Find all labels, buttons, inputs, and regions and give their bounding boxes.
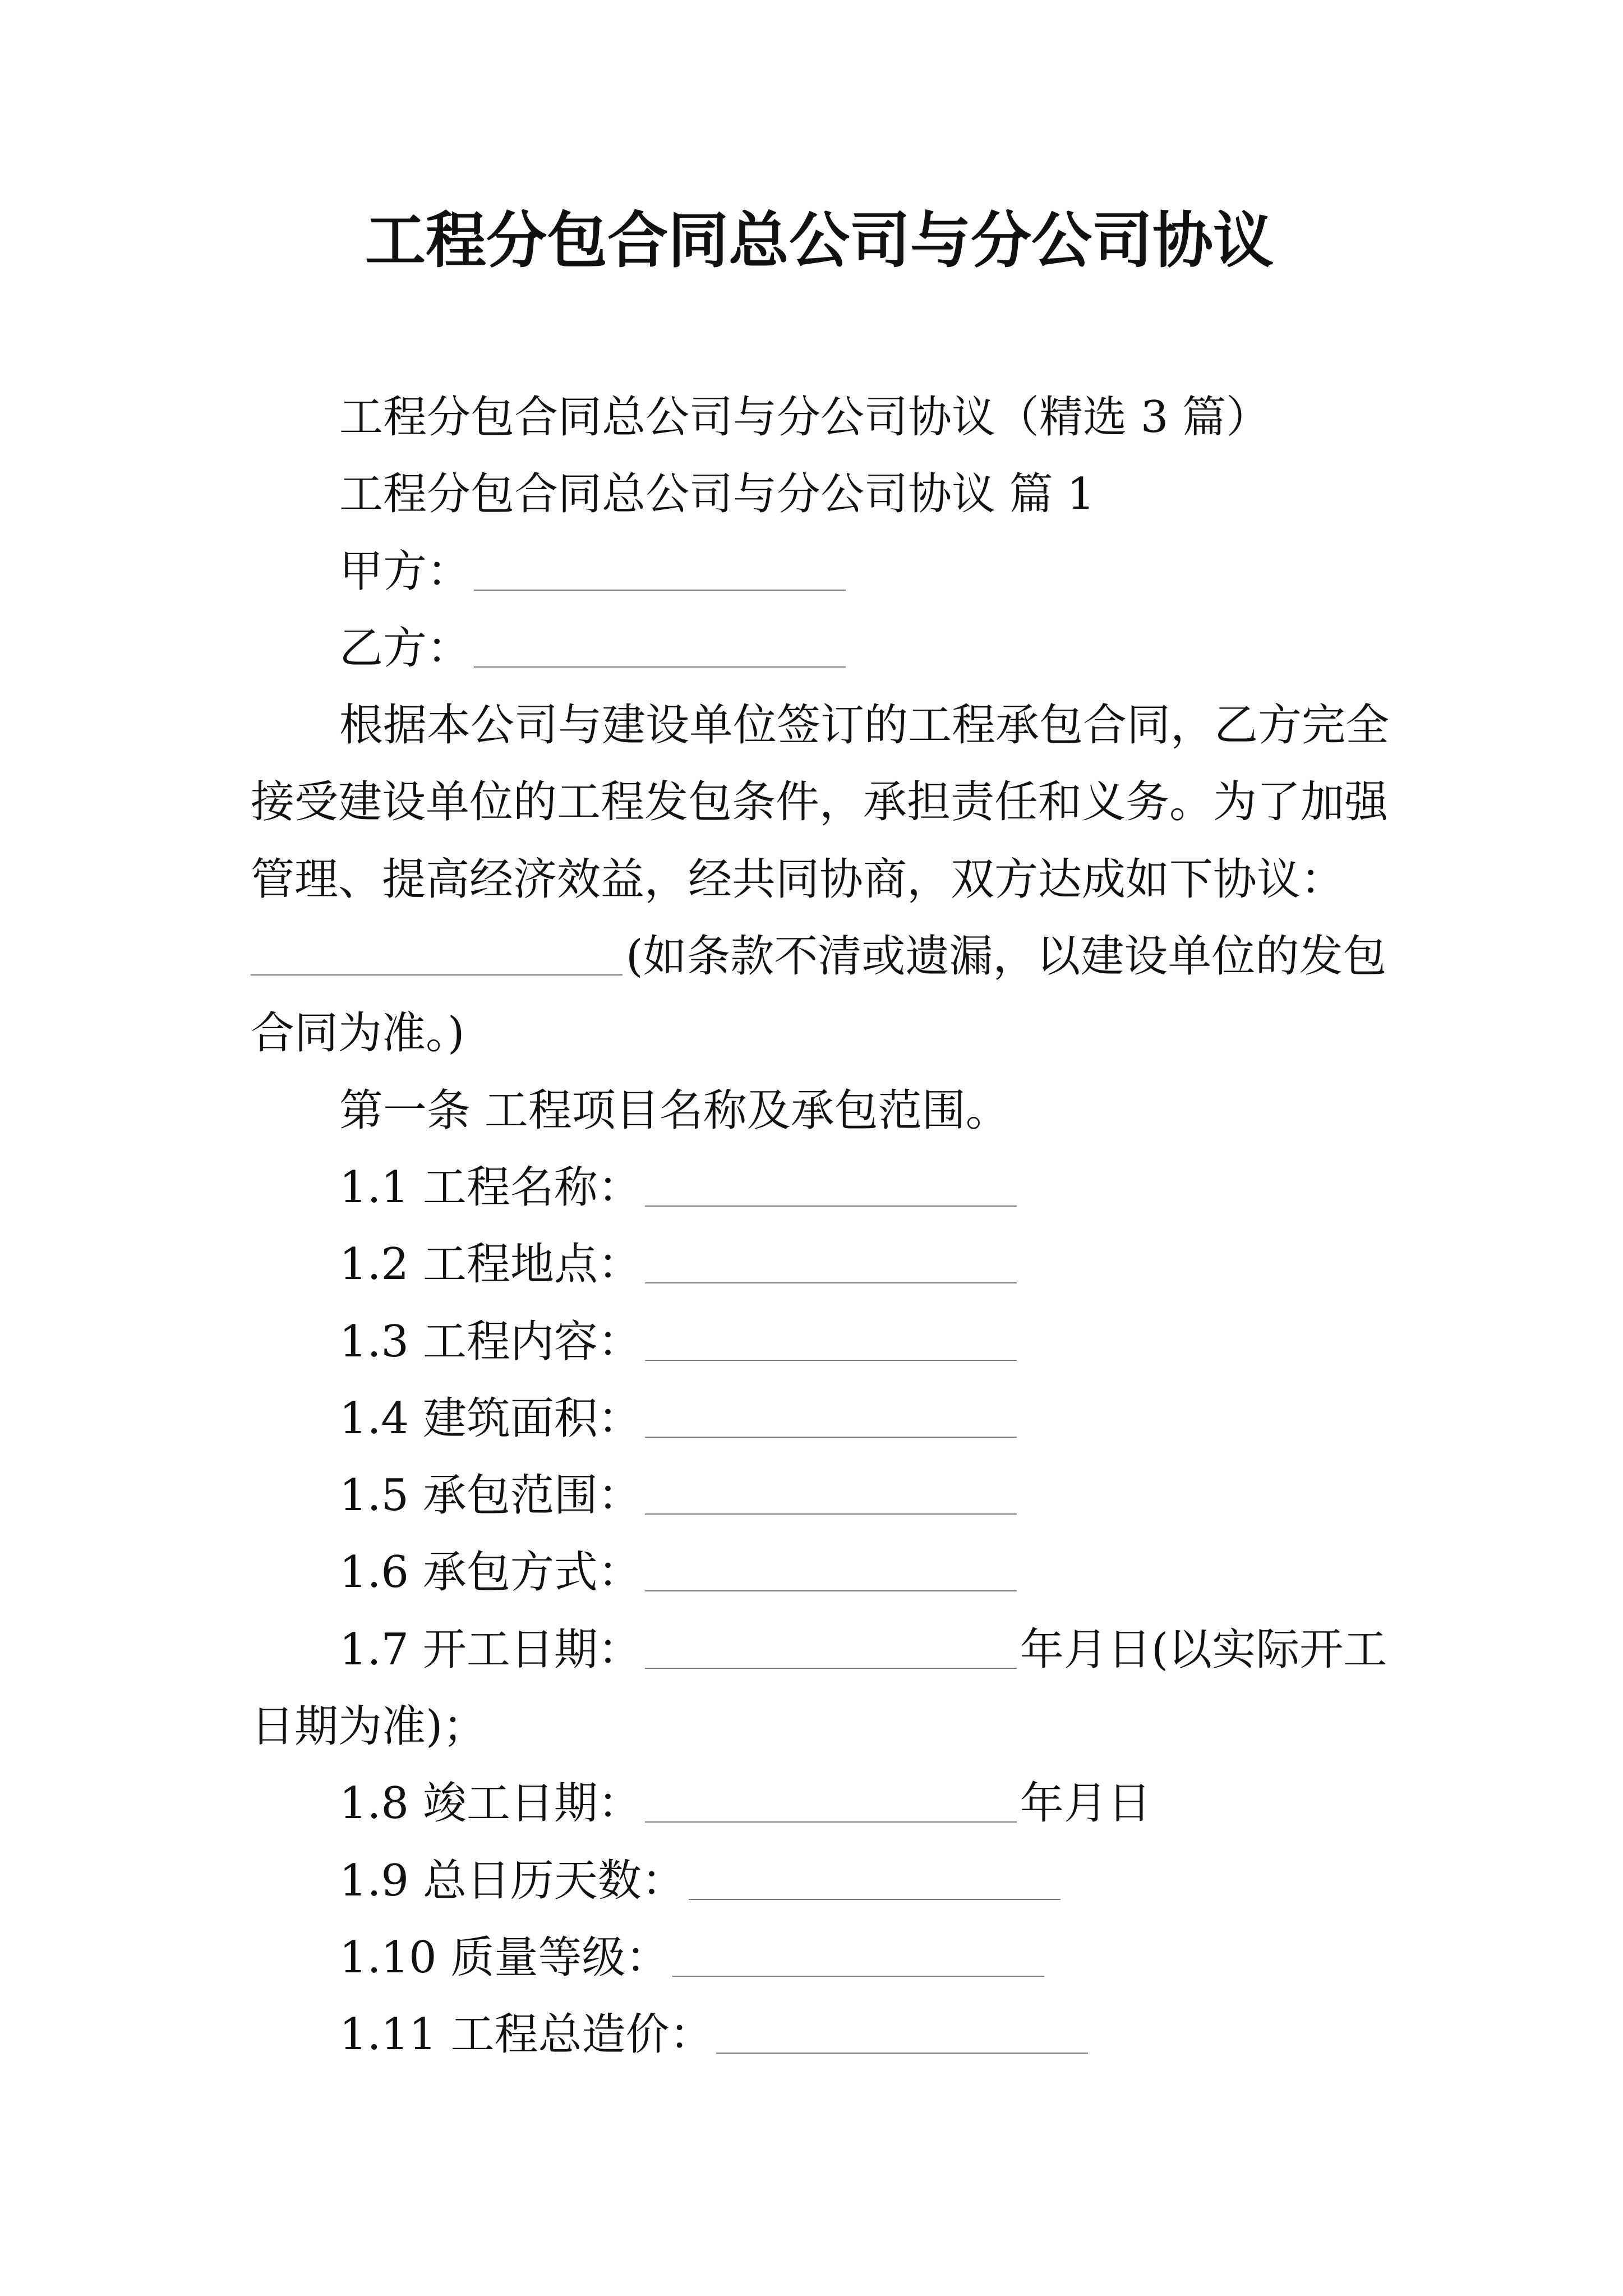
item-1-9-line bbox=[251, 1843, 1388, 1920]
preamble-line-3: 管理、提高经济效益，经共同协商，双方达成如下协议： bbox=[251, 854, 1345, 905]
item-1-3-blank bbox=[645, 1360, 1017, 1361]
agreement-blank bbox=[251, 974, 623, 976]
item-1-4-blank bbox=[645, 1437, 1017, 1438]
item-1-9-blank bbox=[689, 1899, 1061, 1900]
item-1-6-blank bbox=[645, 1590, 1017, 1591]
item-1-11-label: 1.11 工程总造价： bbox=[339, 2009, 713, 2060]
item-1-2-blank bbox=[645, 1282, 1017, 1283]
item-1-11-line bbox=[251, 1996, 1388, 2073]
item-1-6-line bbox=[251, 1534, 1388, 1611]
article-1-heading: 第一条 工程项目名称及承包范围。 bbox=[339, 1085, 1009, 1136]
item-1-2-label: 1.2 工程地点： bbox=[339, 1239, 642, 1290]
item-1-4-label: 1.4 建筑面积： bbox=[339, 1393, 642, 1444]
preamble-line-2: 接受建设单位的工程发包条件，承担责任和义务。为了加强 bbox=[251, 777, 1389, 828]
item-1-7-line bbox=[251, 1612, 1388, 1688]
item-1-7-label: 1.7 开工日期： bbox=[339, 1624, 642, 1675]
item-1-5-blank bbox=[645, 1513, 1017, 1515]
item-1-8-label: 1.8 竣工日期： bbox=[339, 1778, 642, 1829]
item-1-6-label: 1.6 承包方式： bbox=[339, 1547, 642, 1598]
item-1-8-blank bbox=[645, 1821, 1017, 1823]
item-1-10-line bbox=[251, 1920, 1388, 1996]
item-1-8-line bbox=[251, 1765, 1388, 1842]
item-1-2-line bbox=[251, 1226, 1388, 1303]
item-1-3-label: 1.3 工程内容： bbox=[339, 1316, 642, 1367]
item-1-7-blank bbox=[645, 1668, 1017, 1669]
item-1-5-line bbox=[251, 1457, 1388, 1534]
part-heading: 工程分包合同总公司与分公司协议 篇 1 bbox=[339, 469, 1095, 520]
document-body bbox=[251, 379, 1388, 2074]
document-page bbox=[251, 0, 1388, 2296]
item-1-4-line bbox=[251, 1381, 1388, 1457]
item-1-11-blank bbox=[716, 2053, 1088, 2054]
item-1-7-suffix: 年月日(以实际开工 bbox=[1020, 1624, 1387, 1675]
party-a-blank bbox=[474, 590, 846, 591]
preamble-line-4 bbox=[251, 918, 1388, 995]
item-1-8-suffix: 年月日 bbox=[1020, 1778, 1151, 1829]
party-b-blank bbox=[474, 666, 846, 668]
document-title: 工程分包合同总公司与分公司协议 bbox=[365, 205, 1274, 276]
item-1-3-line bbox=[251, 1304, 1388, 1381]
item-1-9-label: 1.9 总日历天数： bbox=[339, 1855, 685, 1906]
item-1-10-label: 1.10 质量等级： bbox=[339, 1932, 670, 1983]
item-1-1-blank bbox=[645, 1205, 1017, 1207]
party-a-label: 甲方： bbox=[339, 546, 471, 597]
preamble-line-5: 合同为准。) bbox=[251, 1008, 465, 1059]
preamble-line-1: 根据本公司与建设单位签订的工程承包合同，乙方完全 bbox=[339, 700, 1390, 751]
subtitle-line: 工程分包合同总公司与分公司协议（精选 3 篇） bbox=[339, 392, 1270, 443]
preamble-line-4-text: (如条款不清或遗漏，以建设单位的发包 bbox=[626, 931, 1387, 982]
party-b-label: 乙方： bbox=[339, 623, 471, 674]
party-a-line bbox=[251, 533, 1388, 610]
item-1-10-blank bbox=[672, 1976, 1044, 1977]
item-1-1-line bbox=[251, 1149, 1388, 1226]
item-1-5-label: 1.5 承包范围： bbox=[339, 1470, 642, 1521]
party-b-line bbox=[251, 610, 1388, 687]
item-1-1-label: 1.1 工程名称： bbox=[339, 1162, 642, 1213]
item-1-7-continuation: 日期为准)； bbox=[251, 1701, 487, 1752]
